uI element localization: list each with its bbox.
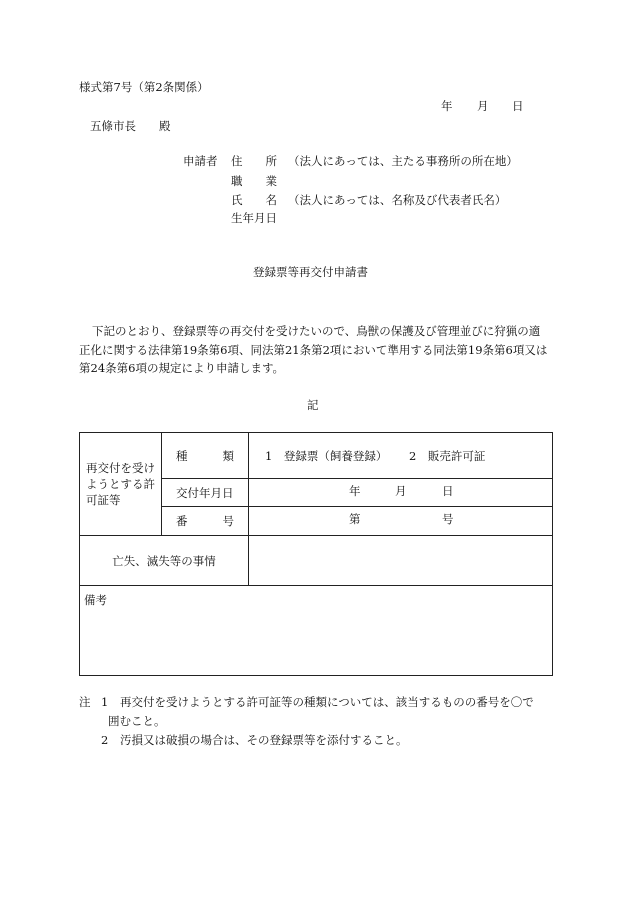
date-day: 日	[512, 99, 524, 113]
issue-month: 月	[395, 483, 407, 498]
type-label-cell	[162, 433, 249, 479]
number-label-1: 番	[176, 514, 188, 528]
issue-year: 年	[349, 483, 361, 498]
addressee: 五條市長 殿	[90, 119, 171, 133]
body-line-2: 正化に関する法律第19条第6項、同法第21条第2項において準用する同法第19条第6項又は	[79, 343, 548, 357]
note-1-line-2: 囲むこと。	[108, 714, 166, 728]
permit-group-line-3: 可証等	[86, 493, 121, 507]
note-1-line-1: 再交付を受けようとする許可証等の種類については、該当するものの番号を〇で	[120, 695, 534, 709]
issue-day: 日	[442, 483, 454, 498]
form-number: 様式第7号（第2条関係）	[79, 80, 209, 94]
type-label-2: 類	[222, 448, 234, 463]
remarks-label: 備考	[84, 593, 107, 607]
circumstances-label-cell	[80, 536, 249, 586]
circumstances-label: 亡失、滅失等の事情	[112, 553, 216, 568]
address-note: （法人にあっては、主たる事務所の所在地）	[288, 154, 518, 168]
birthdate-label: 生年月日	[231, 211, 277, 225]
application-table	[79, 432, 553, 676]
ki-heading: 記	[307, 398, 319, 412]
note-1-number: 1	[101, 695, 109, 709]
circumstances-cell[interactable]	[249, 536, 553, 586]
permit-group-line-2: ようとする許	[86, 477, 155, 491]
applicant-label: 申請者	[183, 154, 218, 168]
permit-group-line-1: 再交付を受け	[86, 461, 155, 475]
name-label: 氏 名	[231, 193, 277, 207]
number-go: 号	[442, 512, 454, 526]
number-cell[interactable]	[249, 507, 553, 536]
permit-group-cell	[80, 433, 162, 536]
number-label-cell	[162, 507, 249, 536]
body-line-1: 下記のとおり、登録票等の再交付を受けたいので、鳥獣の保護及び管理並びに狩猟の適	[92, 324, 541, 338]
document-title: 登録票等再交付申請書	[253, 265, 368, 279]
issue-date-label-cell	[162, 479, 249, 507]
date-year: 年	[441, 99, 453, 113]
note-2-number: 2	[101, 733, 109, 747]
name-note: （法人にあっては、名称及び代表者氏名）	[288, 193, 507, 207]
type-label-1: 種	[176, 448, 188, 463]
occupation-label: 職 業	[231, 174, 277, 188]
notes-prefix: 注	[79, 695, 91, 709]
remarks-cell[interactable]	[80, 586, 553, 676]
issue-date-cell[interactable]	[249, 479, 553, 507]
type-option-sales-permit[interactable]: 2 販売許可証	[409, 448, 486, 463]
type-options-cell[interactable]	[249, 433, 553, 479]
type-option-registration[interactable]: 1 登録票（飼養登録）	[265, 448, 388, 463]
number-label-2: 号	[222, 514, 234, 528]
body-line-3: 第24条第6項の規定により申請します。	[79, 361, 285, 375]
address-label: 住 所	[231, 154, 277, 168]
number-dai: 第	[349, 512, 361, 526]
note-2-text: 汚損又は破損の場合は、その登録票等を添付すること。	[120, 733, 408, 747]
date-month: 月	[477, 99, 489, 113]
issue-date-label: 交付年月日	[176, 485, 234, 500]
